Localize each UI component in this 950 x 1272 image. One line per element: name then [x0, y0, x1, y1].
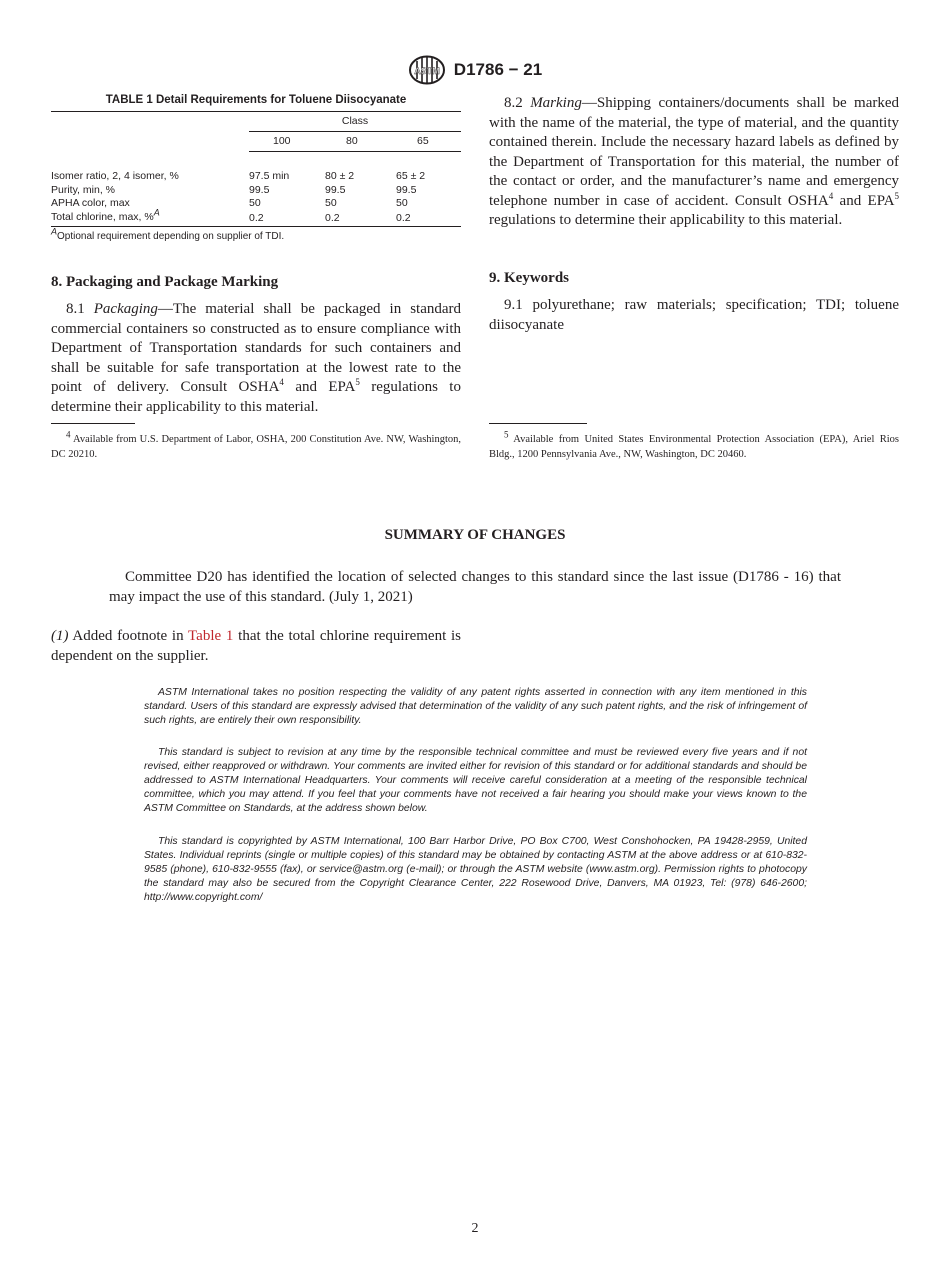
- footnote-ref: 4: [828, 190, 834, 201]
- copyright-notice: This standard is copyrighted by ASTM International, 100 Barr Harbor Drive, PO Box C700, West Conshohocken, PA 19428-2959, United States. Individual reprints (single or multiple copies) of this standard may be obtained by contacting ASTM at the above address or at 610-832-9585 (phone), 610-832-9555 (fax), or service@astm.org (e-mail); or through the ASTM website (www.astm.org). Permission rights to photocopy the standard may also be secured from the Copyright Clearance Center, 222 Rosewood Drive, Danvers, MA 01923, Tel: (978) 646-2600; http://www.copyright.com/: [144, 836, 807, 903]
- cell: 65 ± 2: [396, 170, 426, 182]
- footnote-text: Available from United States Environmental Protection Association (EPA), Ariel Rios Bldg., 1200 Pennsylvania Ave., NW, Washington, DC 20460.: [489, 434, 899, 460]
- footnote-marker: 5: [504, 429, 509, 440]
- row-label: APHA color, max: [51, 197, 130, 209]
- cell: 80 ± 2: [325, 170, 355, 182]
- requirements-table: [51, 111, 461, 227]
- footnote-divider: [489, 423, 587, 424]
- cell: 0.2: [249, 211, 264, 224]
- cell: 99.5: [325, 183, 346, 196]
- paragraph-8-1: [51, 300, 461, 417]
- para-term: Packaging: [93, 301, 158, 317]
- section-9-heading: 9. Keywords: [489, 270, 569, 286]
- para-text: regulations to determine their applicability to this material.: [51, 379, 461, 415]
- document-id: D1786 − 21: [453, 60, 543, 79]
- cell: 50: [396, 197, 408, 209]
- column-header: 65: [396, 131, 461, 152]
- cell: 99.5: [249, 183, 270, 196]
- summary-title: SUMMARY OF CHANGES: [384, 527, 566, 543]
- para-text: regulations to determine their applicability to this material.: [489, 212, 843, 228]
- para-text: and EPA: [283, 379, 356, 395]
- cell: 50: [325, 197, 337, 209]
- cell: 0.2: [396, 211, 411, 224]
- summary-item-1: [51, 627, 461, 666]
- page-number: 2: [471, 1221, 479, 1236]
- footnote-ref: 5: [355, 377, 360, 387]
- footnote-marker: 4: [66, 429, 71, 440]
- para-text: —The material shall be packaged in standard commercial containers so constructed as to ensure compliance with Department of Transportation standards for such containers and shall be suitable for safe transportation at the lowest rate to the point of delivery. Consult OSHA: [51, 301, 462, 395]
- table-1-link[interactable]: Table 1: [188, 628, 234, 644]
- section-8-heading: 8. Packaging and Package Marking: [51, 274, 279, 290]
- table-row: [51, 170, 461, 184]
- paragraph-9-1: 9.1 polyurethane; raw materials; specification; TDI; toluene diisocyanate: [489, 297, 899, 333]
- table-footnote-text: Optional requirement depending on supplier of TDI.: [57, 231, 285, 242]
- table-row: [51, 211, 461, 227]
- footnote-divider: [51, 423, 135, 424]
- para-text: and EPA: [833, 192, 895, 209]
- footnote-text: Available from U.S. Department of Labor, OSHA, 200 Constitution Ave. NW, Washington, DC 20210.: [51, 434, 461, 460]
- para-number: 8.1: [66, 301, 94, 317]
- column-header: 100: [249, 131, 325, 152]
- para-term: Marking: [530, 95, 582, 111]
- para-text: —Shipping containers/documents shall be marked with the name of the material, the type of material, and the quantity contained therein. Include the necessary hazard labels as defined by the Department of Transportation for this material, the number of the contact or order, and the manufacturer’s name and emergency telephone number in case of accident. Consult OSHA: [489, 95, 899, 209]
- footnote-5: [489, 429, 899, 462]
- cell: 50: [249, 197, 261, 209]
- cell: 97.5 min: [249, 170, 290, 182]
- row-label: Purity, min, %: [51, 183, 115, 196]
- patent-notice: ASTM International takes no position respecting the validity of any patent rights asserted in connection with any item mentioned in this standard. Users of this standard are expressly advised that determination of the validity of any such patent rights, and the risk of infringement of such rights, are entirely their own responsibility.: [144, 687, 807, 726]
- cell: 99.5: [396, 183, 417, 196]
- footnote-ref: 4: [279, 377, 284, 387]
- summary-intro: Committee D20 has identified the location of selected changes to this standard since the last issue (D1786 - 16) that may impact the use of this standard. (July 1, 2021): [109, 569, 841, 605]
- row-label: [51, 207, 249, 227]
- column-header: 80: [325, 131, 396, 152]
- cell: 0.2: [325, 211, 340, 224]
- table-1: [51, 94, 461, 242]
- item-number: (1): [51, 628, 69, 644]
- paragraph-8-2: [489, 94, 899, 231]
- footnote-4: [51, 429, 461, 462]
- table-caption: TABLE 1 Detail Requirements for Toluene Diisocyanate: [105, 94, 407, 106]
- page-header: [0, 55, 950, 85]
- table-row: [51, 197, 461, 211]
- table-footnote: [51, 226, 461, 242]
- astm-logo-icon: [408, 55, 446, 85]
- footnote-marker: A: [51, 226, 58, 237]
- footnote-ref: 5: [894, 190, 899, 201]
- table-row: [51, 184, 461, 198]
- svg-text:ASTM: ASTM: [414, 66, 440, 76]
- item-text: Added footnote in: [68, 628, 189, 644]
- footnote-marker: A: [153, 207, 160, 217]
- para-number: 8.2: [504, 95, 531, 111]
- row-label-text: Total chlorine, max, %: [51, 210, 154, 223]
- item-text: that the total chlorine requirement is dependent on the supplier.: [51, 628, 461, 664]
- class-group-header: Class: [249, 112, 461, 132]
- revision-notice: This standard is subject to revision at any time by the responsible technical committee and must be reviewed every five years and if not revised, either reapproved or withdrawn. Your comments are invited either for revision of this standard or for additional standards and should be addressed to ASTM International Headquarters. Your comments will receive careful consideration at a meeting of the responsible technical committee, which you may attend. If you feel that your comments have not received a fair hearing you should make your views known to the ASTM Committee on Standards, at the address shown below.: [144, 747, 807, 814]
- row-label: Isomer ratio, 2, 4 isomer, %: [51, 170, 179, 182]
